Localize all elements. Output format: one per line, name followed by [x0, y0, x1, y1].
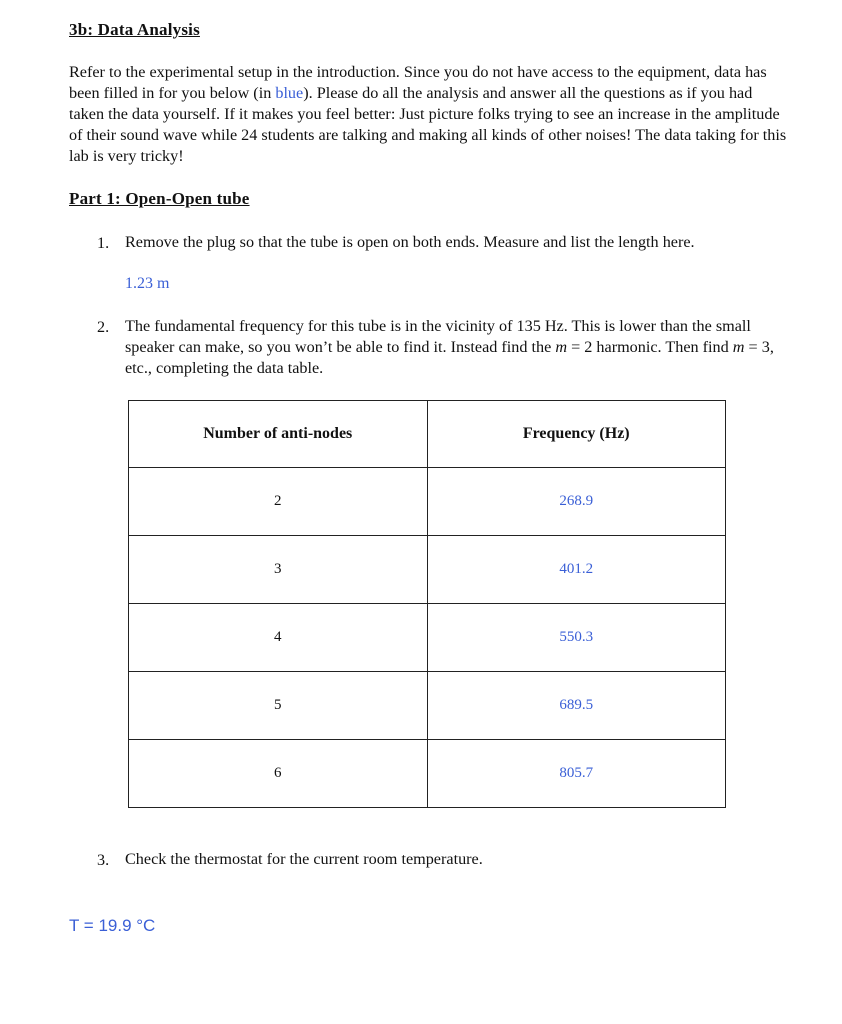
part1-title: Part 1: Open-Open tube: [69, 189, 250, 208]
table-row: [129, 536, 726, 604]
table-header-row: [129, 401, 726, 468]
item-3-text: Check the thermostat for the current room temperature.: [125, 850, 483, 868]
temperature-answer: T = 19.9 °C: [69, 916, 156, 935]
item-2-text: [125, 316, 775, 379]
antinodes-cell: 4: [129, 604, 428, 672]
intro-text-1: Refer to the experimental setup in the introduction. Since you do not have access to the equipment, data has been filled in for you below (in: [69, 63, 767, 102]
frequency-cell: 805.7: [427, 740, 726, 808]
frequency-cell: 689.5: [427, 672, 726, 740]
table-row: [129, 604, 726, 672]
item-2-m-symbol-2: m: [732, 338, 745, 356]
item-2-number: 2.: [97, 318, 110, 336]
item-2-m-symbol: m: [555, 338, 568, 356]
antinodes-cell: 5: [129, 672, 428, 740]
table-row: [129, 468, 726, 536]
header-frequency: Frequency (Hz): [427, 401, 726, 468]
table-row: [129, 740, 726, 808]
intro-blue-word: blue: [275, 84, 304, 102]
item-1-text: Remove the plug so that the tube is open on both ends. Measure and list the length here.: [125, 233, 695, 251]
frequency-cell: 268.9: [427, 468, 726, 536]
item-3-number: 3.: [97, 851, 110, 869]
antinodes-cell: 3: [129, 536, 428, 604]
item-2-text-b: = 2 harmonic. Then find: [567, 338, 733, 356]
item-2-text-c: = 3, etc., completing the data table.: [125, 338, 774, 377]
frequency-cell: 401.2: [427, 536, 726, 604]
section-title: 3b: Data Analysis: [69, 20, 200, 39]
antinodes-cell: 6: [129, 740, 428, 808]
item-1-number: 1.: [97, 234, 110, 252]
item-2-text-a: The fundamental frequency for this tube is in the vicinity of 135 Hz. This is lower than the small speaker can make, so you won’t be able to find it. Instead find the: [125, 317, 751, 356]
tube-length-answer: 1.23 m: [125, 275, 170, 292]
intro-paragraph: [69, 62, 789, 167]
intro-text-2: ). Please do all the analysis and answer all the questions as if you had taken the data yourself. If it makes you feel better: Just picture folks trying to see an increase in the amplitude of their sound wave while 24 students are talking and making all kinds of other noises! The data taking for this lab is very tricky!: [69, 84, 787, 165]
table-row: [129, 672, 726, 740]
data-table: [128, 400, 726, 808]
header-antinodes: Number of anti-nodes: [129, 401, 428, 468]
antinodes-cell: 2: [129, 468, 428, 536]
frequency-cell: 550.3: [427, 604, 726, 672]
